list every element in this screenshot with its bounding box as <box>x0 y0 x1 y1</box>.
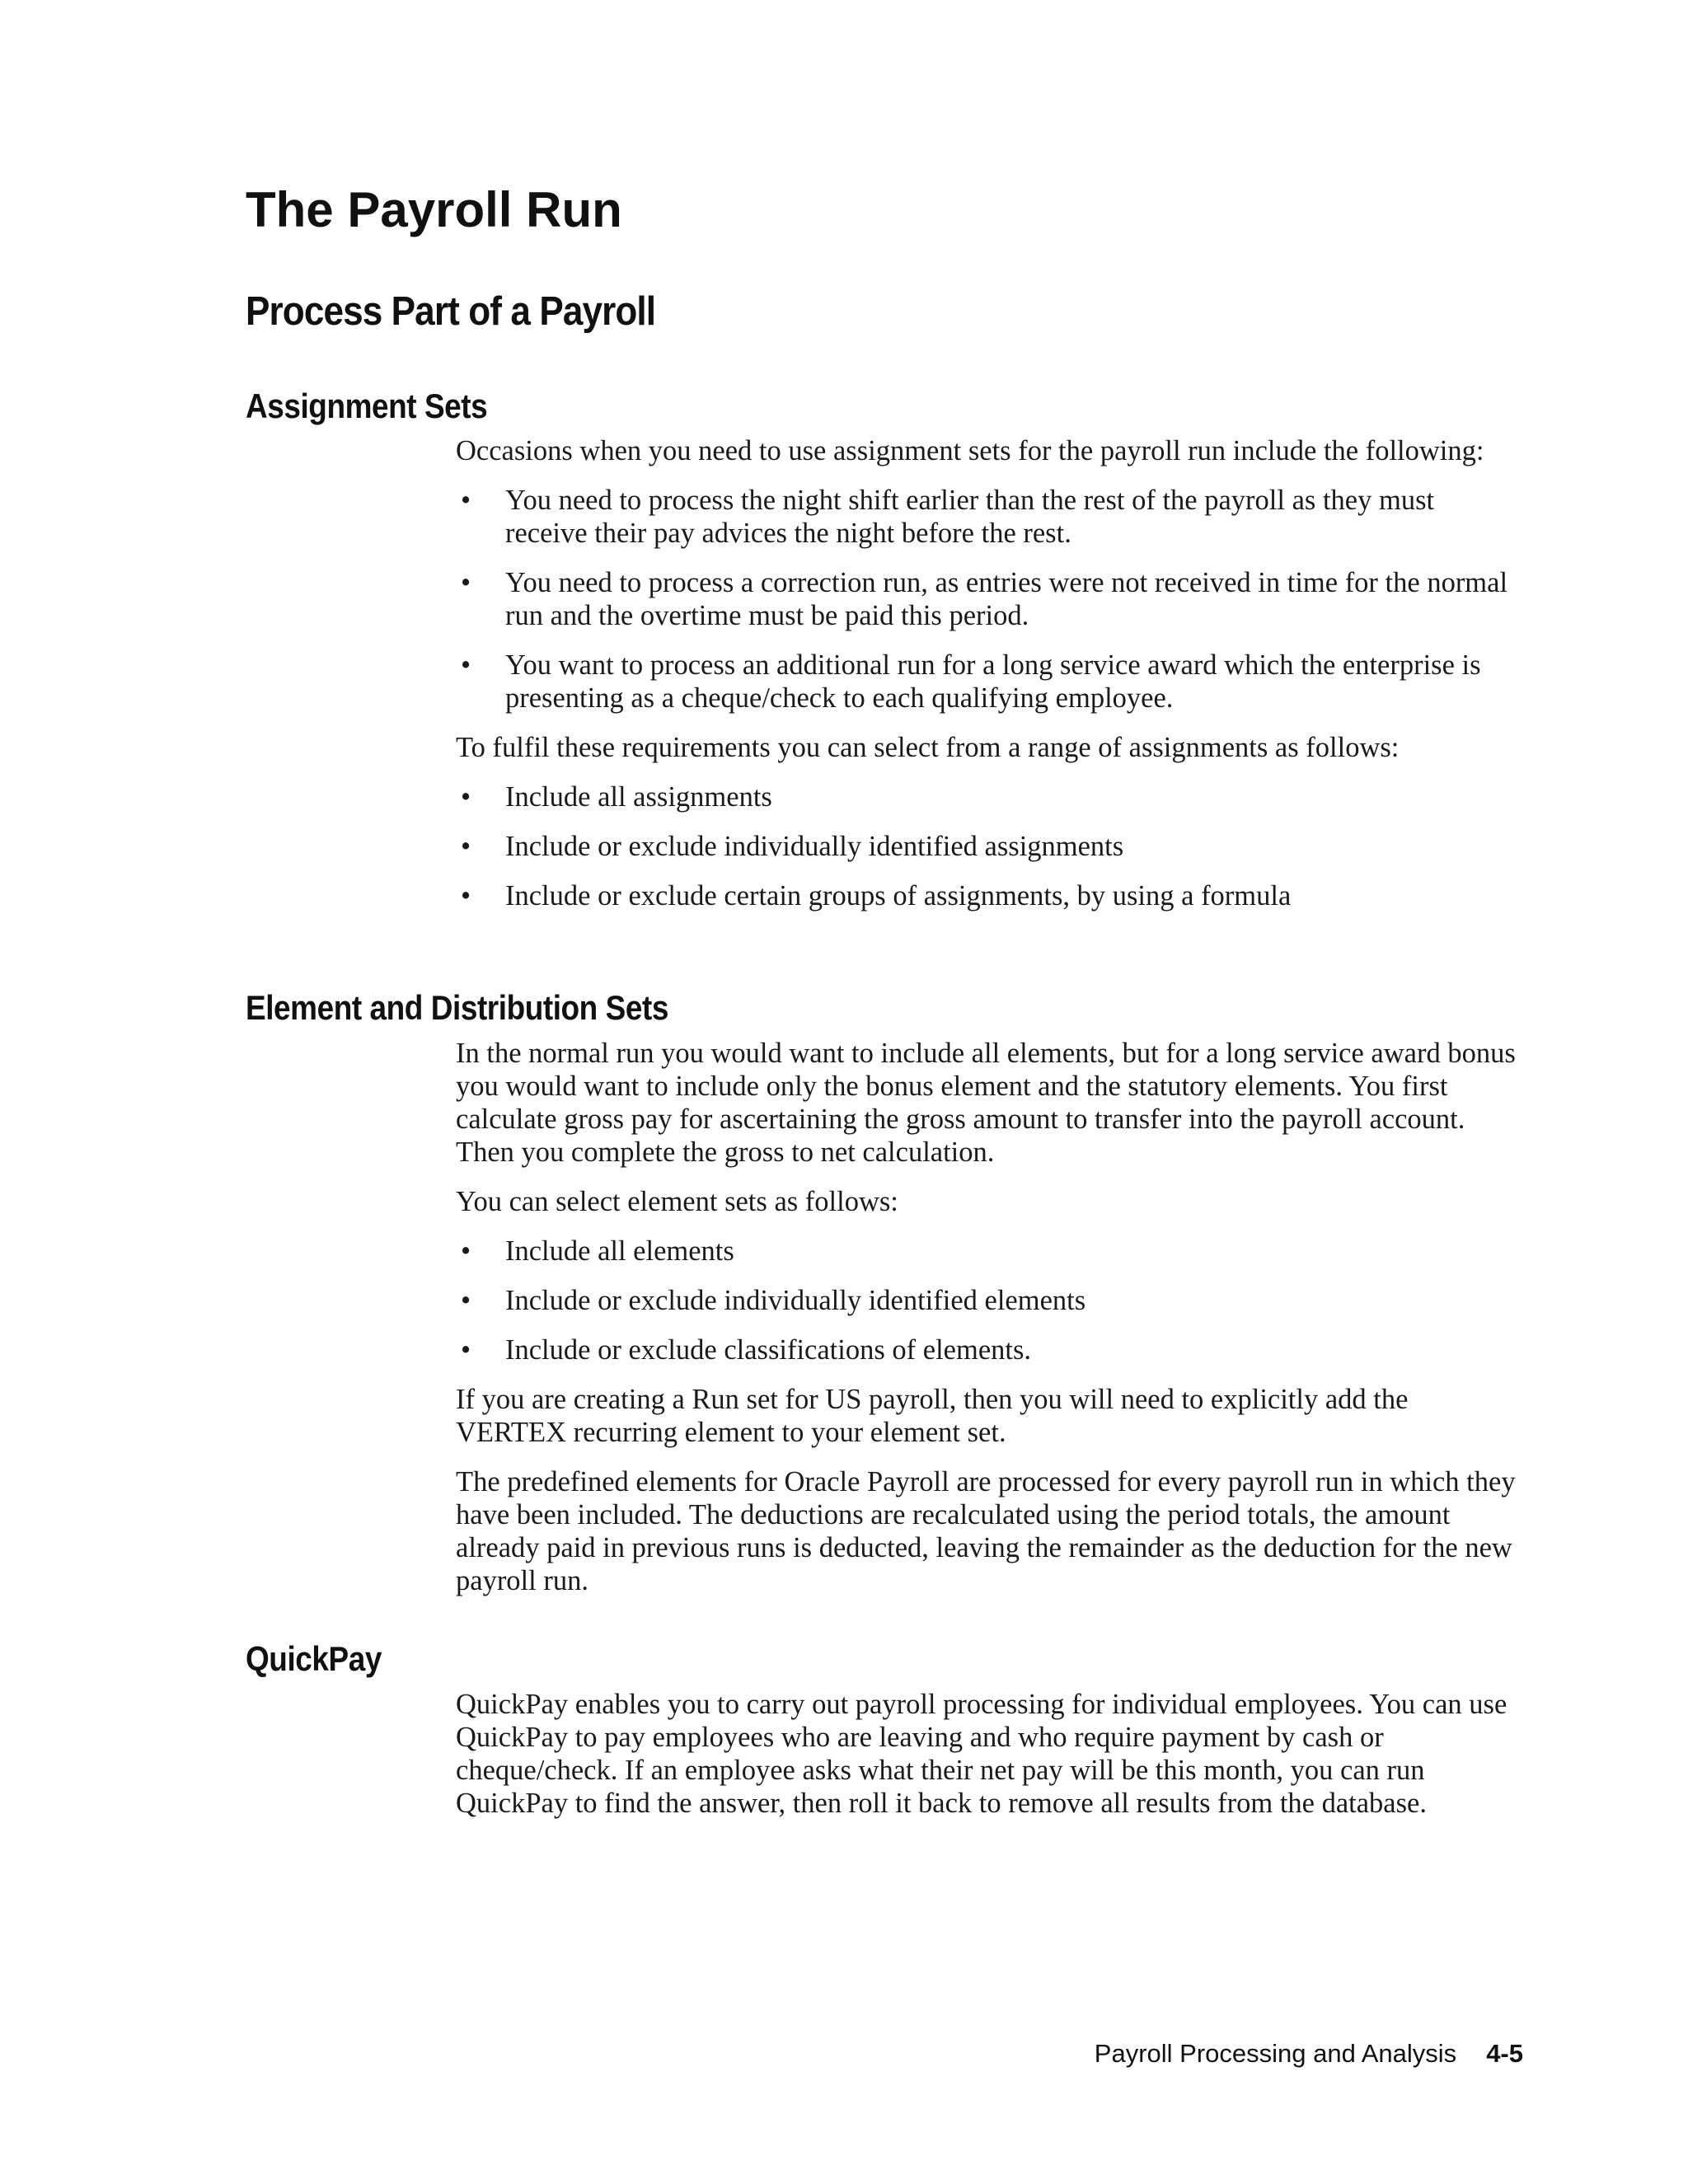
assignment-sets-intro: Occasions when you need to use assignment sets for the payroll run include the following: <box>456 435 1484 466</box>
quickpay-heading: QuickPay <box>246 1639 382 1678</box>
element-sets-heading: Element and Distribution Sets <box>246 988 668 1027</box>
list-item: • Include all elements <box>461 1235 734 1267</box>
predefined-elements-note: The predefined elements for Oracle Payroll are processed for every payroll run in which they have been included. The deductions are recalculated using the period totals, the amount already paid in previous runs is deducted, leaving the remainder as the deduction for the new payroll run. <box>456 1466 1516 1596</box>
assignment-range-intro: To fulfil these requirements you can select from a range of assignments as follows: <box>456 732 1400 763</box>
list-item: • Include or exclude classifications of elements. <box>461 1334 1032 1366</box>
footer-chapter: Payroll Processing and Analysis <box>1094 2039 1457 2068</box>
assignment-occasions-list <box>456 484 1519 715</box>
bullet-icon: • <box>461 781 471 813</box>
list-item: • Include all assignments <box>461 781 772 813</box>
assignment-sets-body <box>456 434 1519 929</box>
section-title: Process Part of a Payroll <box>246 289 656 334</box>
element-sets-intro: In the normal run you would want to include all elements, but for a long service award bonus you would want to include only the bonus element and the statutory elements. You first calculate gross pay for ascertaining the gross amount to transfer into the payroll account. Then you complete the gross to net calculation. <box>456 1038 1516 1168</box>
list-item: • You want to process an additional run for a long service award which the enterprise is presenting as a cheque/check to each qualifying employee. <box>461 649 1481 714</box>
quickpay-body <box>456 1688 1519 1836</box>
bullet-icon: • <box>461 649 471 681</box>
bullet-icon: • <box>461 567 471 598</box>
page-number: 4-5 <box>1486 2039 1523 2068</box>
page-footer <box>1095 2039 1523 2069</box>
list-item: • You need to process a correction run, as entries were not received in time for the normal run and the overtime must be paid this period. <box>461 567 1508 631</box>
quickpay-description: QuickPay enables you to carry out payroll processing for individual employees. You can use QuickPay to pay employees who are leaving and who require payment by cash or cheque/check. If an employee asks what their net pay will be this month, you can run QuickPay to find the answer, then roll it back to remove all results from the database. <box>456 1689 1507 1819</box>
assignment-options-list <box>456 780 1519 912</box>
page-title: The Payroll Run <box>246 182 622 237</box>
bullet-icon: • <box>461 880 471 912</box>
us-payroll-note: If you are creating a Run set for US payroll, then you will need to explicitly add the VERTEX recurring element to your element set. <box>456 1384 1409 1448</box>
bullet-icon: • <box>461 485 471 516</box>
assignment-sets-heading: Assignment Sets <box>246 387 488 425</box>
bullet-icon: • <box>461 1235 471 1267</box>
bullet-icon: • <box>461 1285 471 1316</box>
element-sets-body <box>456 1037 1519 1614</box>
bullet-icon: • <box>461 1334 471 1366</box>
list-item: • Include or exclude certain groups of assignments, by using a formula <box>461 880 1292 912</box>
list-item: • You need to process the night shift earlier than the rest of the payroll as they must receive their pay advices the night before the rest. <box>461 485 1435 549</box>
list-item: • Include or exclude individually identified elements <box>461 1285 1086 1316</box>
element-options-list <box>456 1235 1519 1366</box>
list-item: • Include or exclude individually identified assignments <box>461 831 1124 862</box>
bullet-icon: • <box>461 831 471 862</box>
element-sets-select-intro: You can select element sets as follows: <box>456 1186 898 1217</box>
